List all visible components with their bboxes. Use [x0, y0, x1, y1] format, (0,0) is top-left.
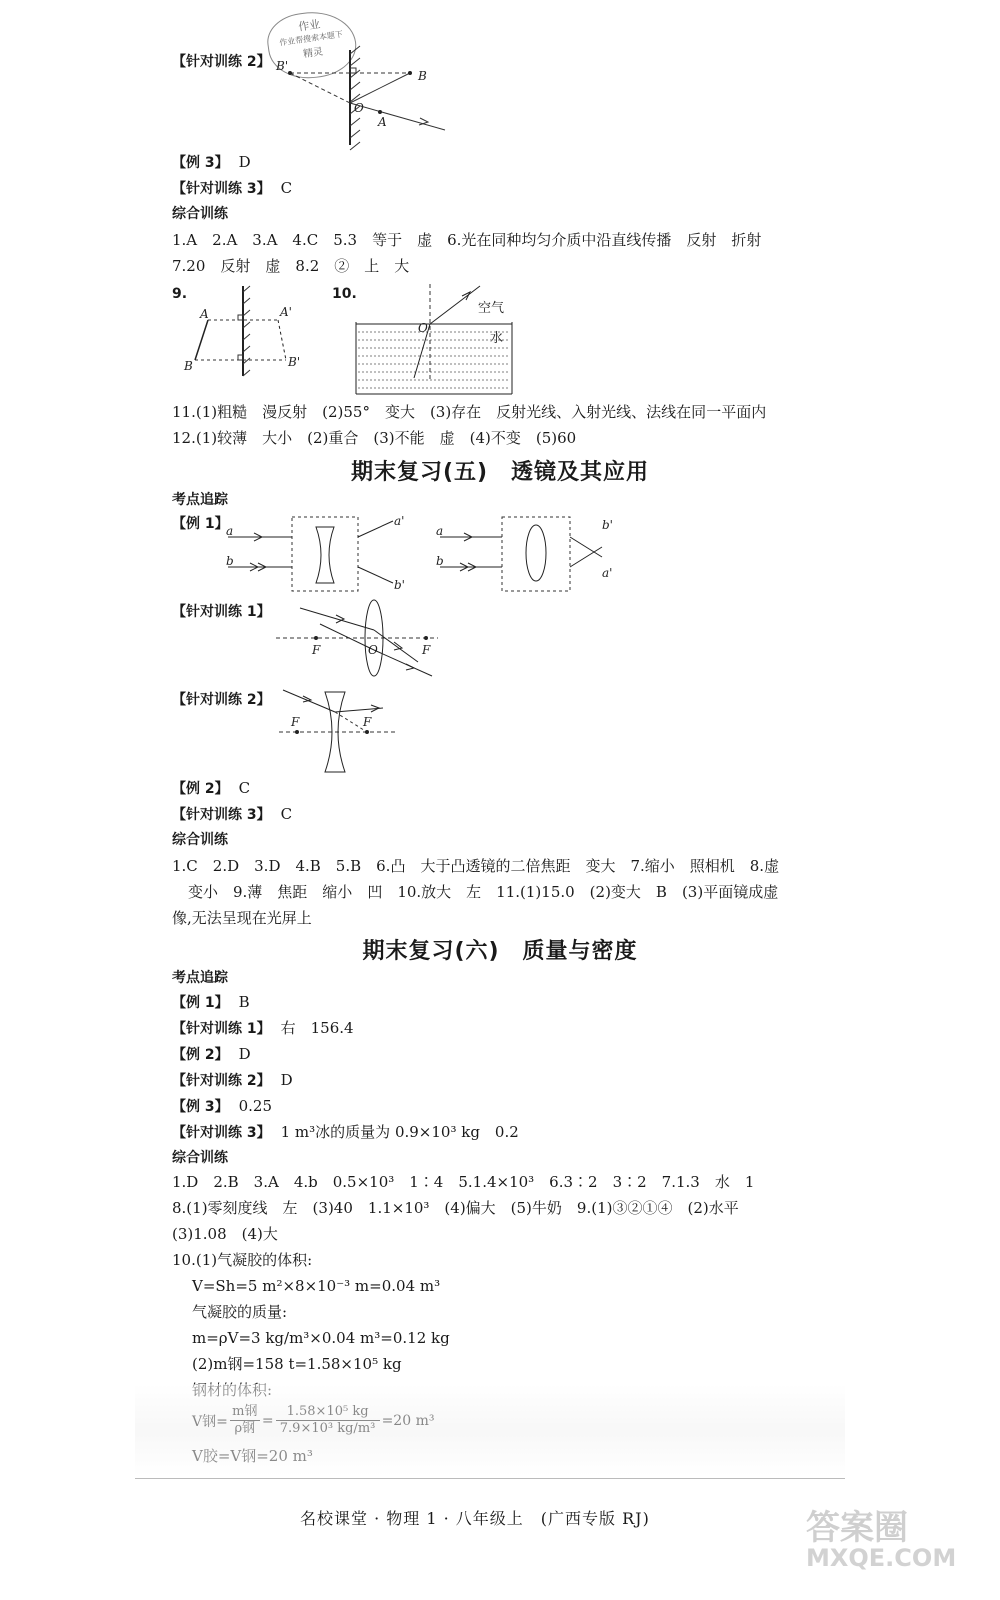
s5-ex2-row [172, 778, 250, 799]
q10-diagram [350, 282, 520, 397]
kaodian-5: 考点追踪 [172, 492, 228, 508]
comp-line: 1.C 2.D 3.D 4.B 5.B 6.凸 大于凸透镜的二倍焦距 变大 7.缩小 照相机 8.虚 [172, 857, 780, 875]
drill2-label: 【针对训练 2】 [172, 54, 271, 70]
q10-line: 气凝胶的质量: [192, 1303, 288, 1321]
s6-answer: B [238, 993, 250, 1011]
drill3-answer: C [280, 179, 293, 197]
s6-row [172, 1070, 293, 1091]
comp-line: 8.(1)零刻度线 左 (3)40 1.1×10³ (4)偏大 (5)牛奶 9.(1)③②①④ (2)水平 [172, 1199, 739, 1217]
label-b-prime: B' [288, 355, 301, 369]
concave-box-diagram [228, 515, 428, 595]
label-o: O [418, 321, 428, 335]
s6-answer: 0.25 [238, 1097, 273, 1115]
s6-label: 【针对训练 3】 [172, 1125, 271, 1141]
label-o: O [354, 101, 364, 115]
s6-label: 【例 3】 [172, 1099, 229, 1115]
label-a: a [436, 524, 444, 538]
q10-line: m=ρV=3 kg/m³×0.04 m³=0.12 kg [192, 1329, 450, 1347]
s6-row [172, 1044, 251, 1065]
q10-water: 水 [490, 331, 504, 346]
comp-line: 变小 9.薄 焦距 缩小 凹 10.放大 左 11.(1)15.0 (2)变大 B (3)平面镜成虚 [188, 883, 779, 901]
q10-air: 空气 [478, 301, 505, 316]
s5-ex1-label: 【例 1】 [172, 516, 229, 532]
footer-rule [135, 1478, 845, 1479]
label-a: a [226, 524, 234, 538]
q10-line: (2)m钢=158 t=1.58×10⁵ kg [192, 1355, 402, 1373]
drill3-row [172, 178, 292, 199]
s6-answer: 1 m³冰的质量为 0.9×10³ kg 0.2 [280, 1123, 519, 1141]
s5-ex2-answer: C [238, 779, 251, 797]
s5-drill2-label: 【针对训练 2】 [172, 692, 271, 708]
comp-line: 1.D 2.B 3.A 4.b 0.5×10³ 1∶4 5.1.4×10³ 6.3∶2 3∶2 7.1.3 水 1 [172, 1173, 755, 1191]
s5-drill3-row [172, 804, 292, 825]
comp-line: 1.A 2.A 3.A 4.C 5.3 等于 虚 6.光在同种均匀介质中沿直线传播 反射 折射 [172, 231, 762, 249]
s6-label: 【例 2】 [172, 1047, 229, 1063]
label-a: A [378, 115, 387, 129]
s6-label: 【针对训练 1】 [172, 1021, 271, 1037]
concave-lens-diagram [275, 686, 405, 776]
drill3-label: 【针对训练 3】 [172, 181, 271, 197]
ex3-row [172, 152, 251, 173]
q9-diagram [180, 280, 310, 380]
s6-row [172, 1018, 354, 1039]
label-b-prime: b' [394, 578, 405, 592]
label-b: B [184, 359, 193, 373]
label-f-right: F [422, 643, 431, 657]
s6-label: 【例 1】 [172, 995, 229, 1011]
s5-comp-title: 综合训练 [172, 832, 228, 848]
comp-line: 11.(1)粗糙 漫反射 (2)55° 变大 (3)存在 反射光线、入射光线、法线在同一平面内 [172, 403, 767, 421]
s6-label: 【针对训练 2】 [172, 1073, 271, 1089]
scan-band [135, 1384, 845, 1476]
s6-row [172, 1122, 519, 1143]
kaodian-6: 考点追踪 [172, 970, 228, 986]
stamp-line1: 作业 [297, 17, 322, 34]
s6-answer: D [238, 1045, 251, 1063]
s5-drill1-label: 【针对训练 1】 [172, 604, 271, 620]
s5-drill3-label: 【针对训练 3】 [172, 807, 271, 823]
s6-row [172, 1096, 272, 1117]
s6-answer: D [280, 1071, 293, 1089]
watermark-logo: 答案圈 [806, 1508, 908, 1548]
comp-line: 像,无法呈现在光屏上 [172, 909, 312, 927]
comp-line: (3)1.08 (4)大 [172, 1225, 278, 1243]
label-o: O [368, 643, 378, 657]
label-a: A [200, 307, 209, 321]
s6-comp-title: 综合训练 [172, 1150, 228, 1166]
label-b-prime: b' [602, 518, 613, 532]
ex3-label: 【例 3】 [172, 155, 229, 171]
q9-label: 9. [172, 286, 188, 302]
s5-ex2-label: 【例 2】 [172, 781, 229, 797]
label-a-prime: a' [394, 514, 405, 528]
label-a-prime: A' [280, 305, 292, 319]
s6-answer: 右 156.4 [280, 1019, 354, 1037]
section6-title: 期末复习(六) 质量与密度 [362, 939, 638, 964]
watermark-url: MXQE.COM [806, 1544, 957, 1572]
convex-lens-diagram [270, 598, 450, 688]
label-b: b [436, 554, 444, 568]
label-f-right: F [363, 715, 372, 729]
comp-line: 7.20 反射 虚 8.2 ② 上 大 [172, 257, 410, 275]
ex3-answer: D [238, 153, 251, 171]
label-a-prime: a' [602, 566, 613, 580]
label-f-left: F [291, 715, 300, 729]
label-f-left: F [312, 643, 321, 657]
comp-line: 12.(1)较薄 大小 (2)重合 (3)不能 虚 (4)不变 (5)60 [172, 429, 577, 447]
q10-label: 10. [332, 286, 357, 302]
label-b: B [418, 69, 427, 83]
mirror-diagram [270, 40, 470, 150]
section5-title: 期末复习(五) 透镜及其应用 [350, 460, 650, 485]
comp-title-top: 综合训练 [172, 206, 228, 222]
q10-line: V=Sh=5 m²×8×10⁻³ m=0.04 m³ [192, 1277, 441, 1295]
label-b-prime: B' [276, 59, 289, 73]
stamp-line2: 作业帮搜索本题下 [278, 29, 344, 48]
s6-row [172, 992, 250, 1013]
label-b: b [226, 554, 234, 568]
convex-box-diagram [436, 515, 640, 595]
q10-line: 10.(1)气凝胶的体积: [172, 1251, 313, 1269]
s5-drill3-answer: C [280, 805, 293, 823]
stamp-line3: 精灵 [302, 46, 324, 61]
footer: 名校课堂 · 物理 1 · 八年级上 (广西专版 RJ) [300, 1509, 650, 1528]
